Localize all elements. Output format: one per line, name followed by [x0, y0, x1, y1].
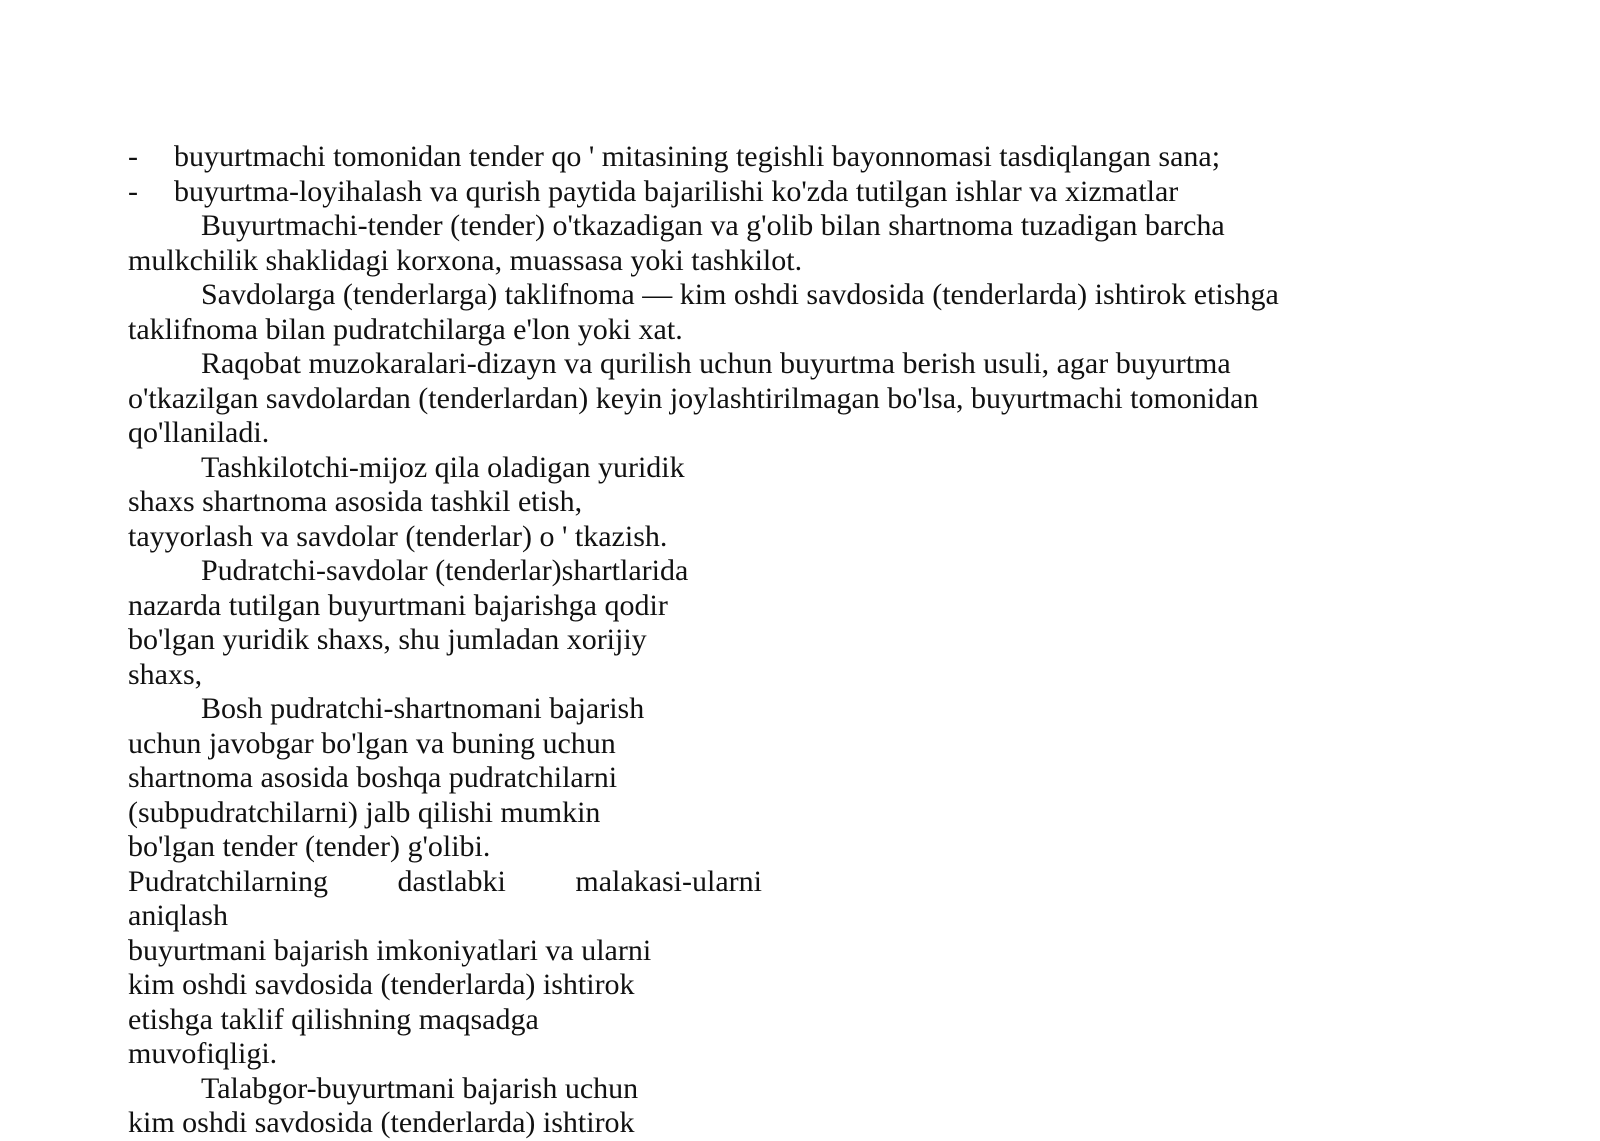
- paragraph-line: Tashkilotchi-mijoz qila oladigan yuridik: [201, 450, 685, 484]
- paragraph-line: mulkchilik shaklidagi korxona, muassasa yoki tashkilot.: [128, 243, 803, 277]
- paragraph-line: bo'lgan yuridik shaxs, shu jumladan xorijiy: [128, 623, 647, 656]
- paragraph-line: aniqlash: [128, 899, 228, 932]
- paragraph-line: (subpudratchilarni) jalb qilishi mumkin: [128, 795, 601, 829]
- bullet-item: [128, 140, 1448, 175]
- paragraph-line: kim oshdi savdosida (tenderlarda) ishtirok: [128, 968, 635, 1001]
- paragraph-line: shaxs,: [128, 657, 203, 691]
- paragraph-line: Bosh pudratchi-shartnomani bajarish: [201, 692, 645, 725]
- bullet-text: buyurtmachi tomonidan tender qo ' mitasining tegishli bayonnomasi tasdiqlangan sana;: [174, 140, 1221, 173]
- bullet-item: [128, 175, 1448, 210]
- bullet-marker: -: [128, 140, 138, 173]
- paragraph-line: bo'lgan tender (tender) g'olibi.: [128, 830, 491, 863]
- paragraph-line: muvofiqligi.: [128, 1037, 278, 1070]
- paragraph-line: kim oshdi savdosida (tenderlarda) ishtirok: [128, 1106, 635, 1139]
- paragraph-line: shaxs shartnoma asosida tashkil etish,: [128, 485, 583, 518]
- justified-word: Pudratchilarning: [128, 864, 328, 898]
- justified-line: [128, 865, 762, 900]
- bullet-text: buyurtma-loyihalash va qurish paytida bajarilishi ko'zda tutilgan ishlar va xizmatlar: [174, 174, 1179, 208]
- paragraph-line: Raqobat muzokaralari-dizayn va qurilish uchun buyurtma berish usuli, agar buyurtma: [201, 347, 1231, 380]
- justified-word: malakasi-ularni: [575, 864, 762, 898]
- paragraph-line: o'tkazilgan savdolardan (tenderlardan) keyin joylashtirilmagan bo'lsa, buyurtmachi tomonidan: [128, 381, 1259, 415]
- paragraph-line: taklifnoma bilan pudratchilarga e'lon yoki xat.: [128, 312, 683, 346]
- paragraph-line: nazarda tutilgan buyurtmani bajarishga qodir: [128, 588, 668, 622]
- paragraph-line: uchun javobgar bo'lgan va buning uchun: [128, 726, 616, 760]
- paragraph-line: shartnoma asosida boshqa pudratchilarni: [128, 761, 618, 794]
- paragraph-line: Talabgor-buyurtmani bajarish uchun: [201, 1071, 639, 1105]
- paragraph-line: Savdolarga (tenderlarga) taklifnoma — kim oshdi savdosida (tenderlarda) ishtirok etishga: [201, 278, 1279, 311]
- document-page: [128, 140, 1448, 1141]
- paragraph-line: etishga taklif qilishning maqsadga: [128, 1002, 539, 1036]
- paragraph-line: qo'llaniladi.: [128, 416, 270, 449]
- bullet-marker: -: [128, 174, 138, 208]
- justified-word: dastlabki: [397, 864, 506, 898]
- paragraph-line: tayyorlash va savdolar (tenderlar) o ' tkazish.: [128, 519, 668, 553]
- paragraph-line: Buyurtmachi-tender (tender) o'tkazadigan va g'olib bilan shartnoma tuzadigan barcha: [201, 209, 1225, 242]
- paragraph-line: buyurtmani bajarish imkoniyatlari va ularni: [128, 933, 652, 967]
- paragraph-line: Pudratchi-savdolar (tenderlar)shartlarida: [201, 554, 689, 587]
